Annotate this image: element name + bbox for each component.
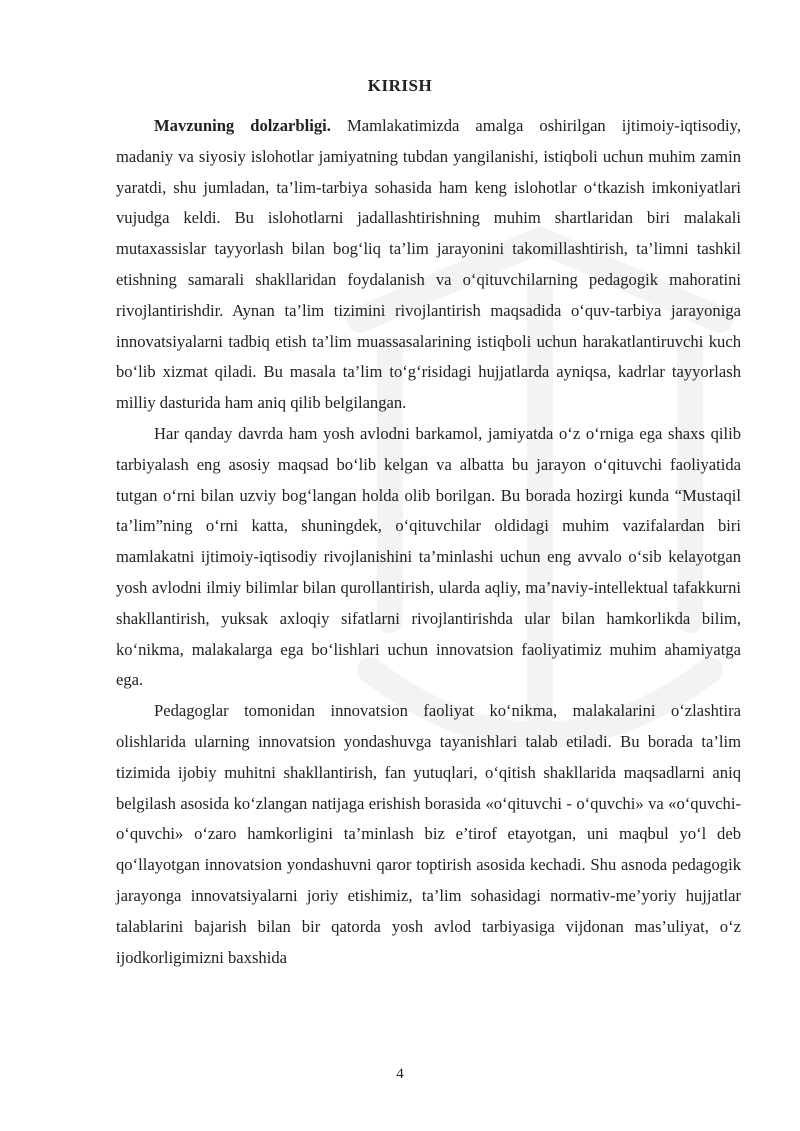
paragraph-text: Har qanday davrda ham yosh avlodni barkamol, jamiyatda o‘z o‘rniga ega shaxs qilib tarbiyalash eng asosiy maqsad bo‘lib kelgan va albatta bu jarayon o‘qituvchi faoliyatida tutgan o‘rni bilan uzviy bog‘langan holda olib borilgan. Bu borada hozirgi kunda “Mustaqil ta’lim”ning o‘rni katta, shuningdek, o‘qituvchilar oldidagi muhim vazifalardan biri mamlakatni ijtimoiy-iqtisodiy rivojlanishini ta’minlashi uchun eng avvalo o‘sib kelayotgan yosh avlodni ilmiy bilimlar bilan qurollantirish, ularda aqliy, ma’naviy-intellektual tafakkurni shakllantirish, yuksak axloqiy sifatlarni rivojlantirishda ular bilan hamkorlikda bilim, ko‘nikma, malakalarga ega bo‘lishlari uchun innovatsion faoliyatimiz muhim ahamiyatga ega. bbox=[116, 423, 741, 690]
paragraph-text: Pedagoglar tomonidan innovatsion faoliyat ko‘nikma, malakalarini o‘zlashtira olishlarida ularning innovatsion yondashuvga tayanishlari talab etiladi. Bu borada ta’lim tizimida ijobiy muhitni shakllantirish, fan yutuqlari, o‘qitish shakllarida maqsadlarni aniq belgilash asosida ko‘zlangan natijaga erishish borasida «o‘qituvchi - o‘quvchi» va «o‘quvchi-o‘quvchi» o‘zaro hamkorligini ta’minlash biz e’tirof etayotgan, uni maqbul yo‘l deb qo‘llayotgan innovatsion yondashuvni qaror toptirish asosida kechadi. Shu asnoda pedagogik jarayonga innovatsiyalarni joriy etishimiz, ta’lim sohasidagi normativ-me’yoriy hujjatlar talablarini bajarish bilan bir qatorda yosh avlod tarbiyasiga vijdonan mas’uliyat, o‘z ijodkorligimizni baxshida bbox=[116, 701, 741, 967]
paragraph bbox=[116, 696, 741, 973]
page-number: 4 bbox=[396, 1066, 404, 1082]
paragraph bbox=[116, 111, 741, 419]
paragraph-text: Mamlakatimizda amalga oshirilgan ijtimoiy-iqtisodiy, madaniy va siyosiy islohotlar jamiyatning tubdan yangilanishi, istiqboli uchun muhim zamin yaratdi, shu jumladan, ta’lim-tarbiya sohasida ham keng islohotlar o‘tkazish imkoniyatlari vujudga keldi. Bu islohotlarni jadallashtirishning muhim shartlaridan biri malakali mutaxassislar tayyorlash bilan bog‘liq ta’lim jarayonini takomillashtirish, ta’limni tashkil etishning samarali shakllaridan foydalanish va o‘qituvchilarning pedagogik mahoratini rivojlantirishdir. Aynan ta’lim tizimini rivojlantirish maqsadida o‘quv-tarbiya jarayoniga innovatsiyalarni tadbiq etish ta’lim muassasalarining istiqboli uchun harakatlantiruvchi kuch bo‘lib xizmat qiladi. Bu masala ta’lim to‘g‘risidagi hujjatlarda ayniqsa, kadrlar tayyorlash milliy dasturida ham aniq qilib belgilangan. bbox=[116, 116, 741, 413]
body-text bbox=[116, 111, 741, 973]
page-title: KIRISH bbox=[367, 76, 433, 95]
paragraph-lead: Mavzuning dolzarbligi. bbox=[154, 116, 331, 135]
paragraph bbox=[116, 419, 741, 696]
